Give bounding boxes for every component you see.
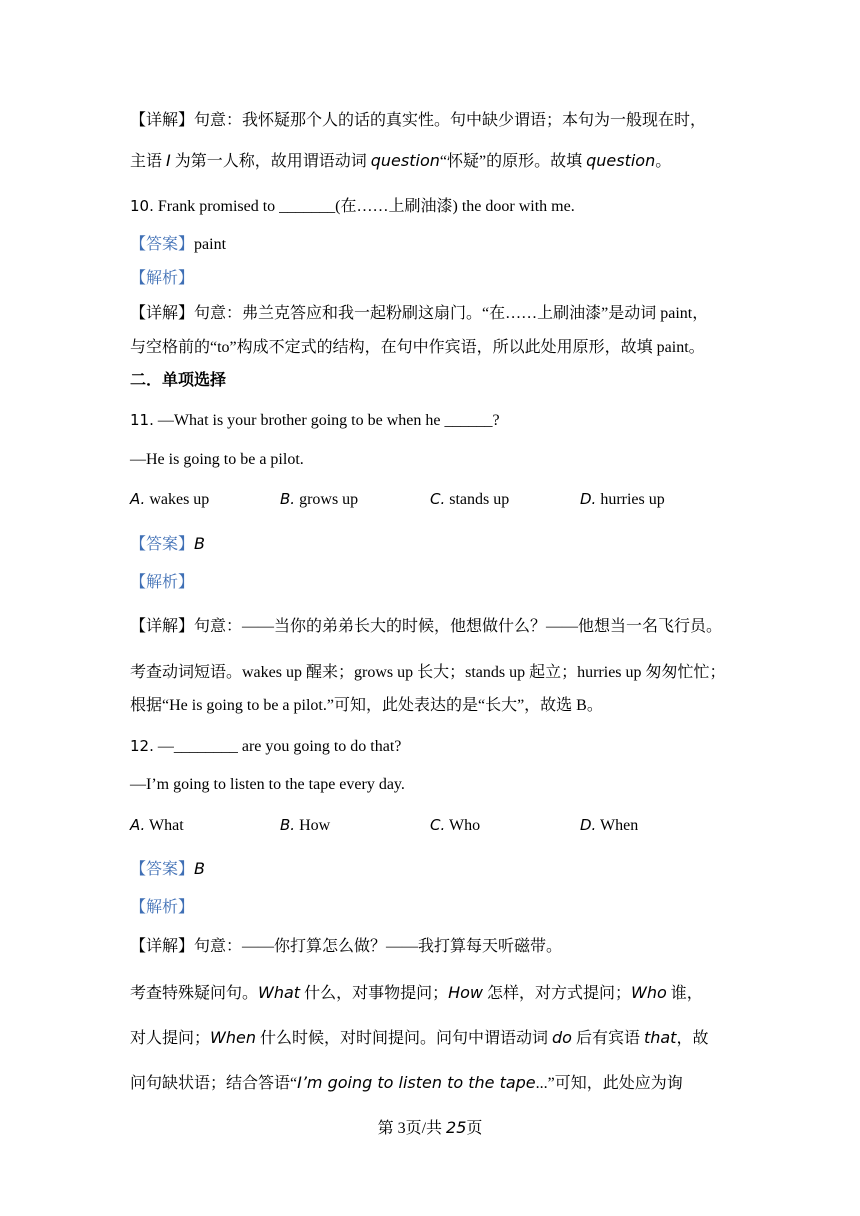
question-number: 11.	[130, 411, 154, 429]
detail-tag: 【详解】	[130, 618, 195, 635]
q10-detail-line1: 【详解】句意：弗兰克答应和我一起粉刷这扇门。“在……上刷油漆”是动词 paint，	[130, 305, 709, 322]
option-c: C. Who	[430, 816, 481, 834]
analysis-tag: 【解析】	[130, 574, 195, 591]
q10-detail-line2: 与空格前的“to”构成不定式的结构，在句中作宾语，所以此处用原形，故填 paint。	[130, 339, 705, 356]
answer-tag: 【答案】	[130, 236, 195, 253]
option-b: B. How	[280, 816, 331, 834]
section-title: 二．单项选择	[130, 372, 227, 389]
q11-detail-line3: 根据“He is going to be a pilot.”可知，此处表达的是“长大”，故选 B。	[130, 697, 603, 714]
option-d: D. When	[580, 816, 639, 834]
q11-reply: —He is going to be a pilot.	[130, 451, 304, 468]
q12-detail-line3: 对人提问；When 什么时候，对时间提问。问句中谓语动词 do 后有宾语 that，故	[130, 1028, 709, 1047]
q10-analysis	[130, 268, 740, 290]
q12-analysis	[130, 897, 740, 919]
q10-stem: 10. Frank promised to _______(在……上刷油漆) the door with me.	[130, 197, 575, 215]
analysis-tag: 【解析】	[130, 899, 195, 916]
q9-detail-line1: 【详解】句意：我怀疑那个人的话的真实性。句中缺少谓语；本句为一般现在时，	[130, 112, 707, 129]
answer-tag: 【答案】	[130, 536, 195, 553]
option-a: A. wakes up	[130, 490, 210, 508]
answer-value: paint	[194, 236, 227, 253]
option-b: B. grows up	[280, 490, 359, 508]
q12-detail-line1: 【详解】句意：——你打算怎么做？——我打算每天听磁带。	[130, 938, 563, 955]
page-footer: 第 3页/共 25页	[377, 1118, 483, 1137]
question-number: 12.	[130, 737, 154, 755]
q11-detail-line1: 【详解】句意：——当你的弟弟长大的时候，他想做什么？——他想当一名飞行员。	[130, 618, 723, 635]
detail-tag: 【详解】	[130, 938, 195, 955]
page-number: 3	[397, 1120, 406, 1137]
q11-stem: 11. —What is your brother going to be when he ______?	[130, 411, 500, 429]
q11-analysis	[130, 572, 740, 594]
option-c: C. stands up	[430, 490, 510, 508]
detail-tag: 【详解】	[130, 305, 195, 322]
detail-tag: 【详解】	[130, 112, 195, 129]
q12-answer	[130, 858, 740, 881]
q10-answer	[130, 234, 740, 256]
answer-value: B	[194, 534, 205, 553]
analysis-tag: 【解析】	[130, 270, 195, 287]
q12-detail-line4: 问句缺状语；结合答语“I’m going to listen to the tape...”可知，此处应为询	[130, 1073, 683, 1092]
q9-detail-line2: 主语 I 为第一人称，故用谓语动词 question“怀疑”的原形。故填 question。	[130, 151, 672, 170]
option-a: A. What	[130, 816, 184, 834]
q12-stem: 12. —________ are you going to do that?	[130, 737, 402, 755]
total-pages: 25	[446, 1118, 467, 1137]
answer-tag: 【答案】	[130, 861, 195, 878]
q11-detail-line2: 考查动词短语。wakes up 醒来；grows up 长大；stands up 起立；hurries up 匆匆忙忙；	[130, 664, 726, 681]
q11-answer	[130, 533, 740, 556]
q12-reply: —I’m going to listen to the tape every day.	[130, 776, 405, 793]
q12-detail-line2: 考查特殊疑问句。What 什么，对事物提问；How 怎样，对方式提问；Who 谁，	[130, 983, 703, 1002]
question-number: 10.	[130, 197, 154, 215]
option-d: D. hurries up	[580, 490, 665, 508]
answer-value: B	[194, 859, 205, 878]
